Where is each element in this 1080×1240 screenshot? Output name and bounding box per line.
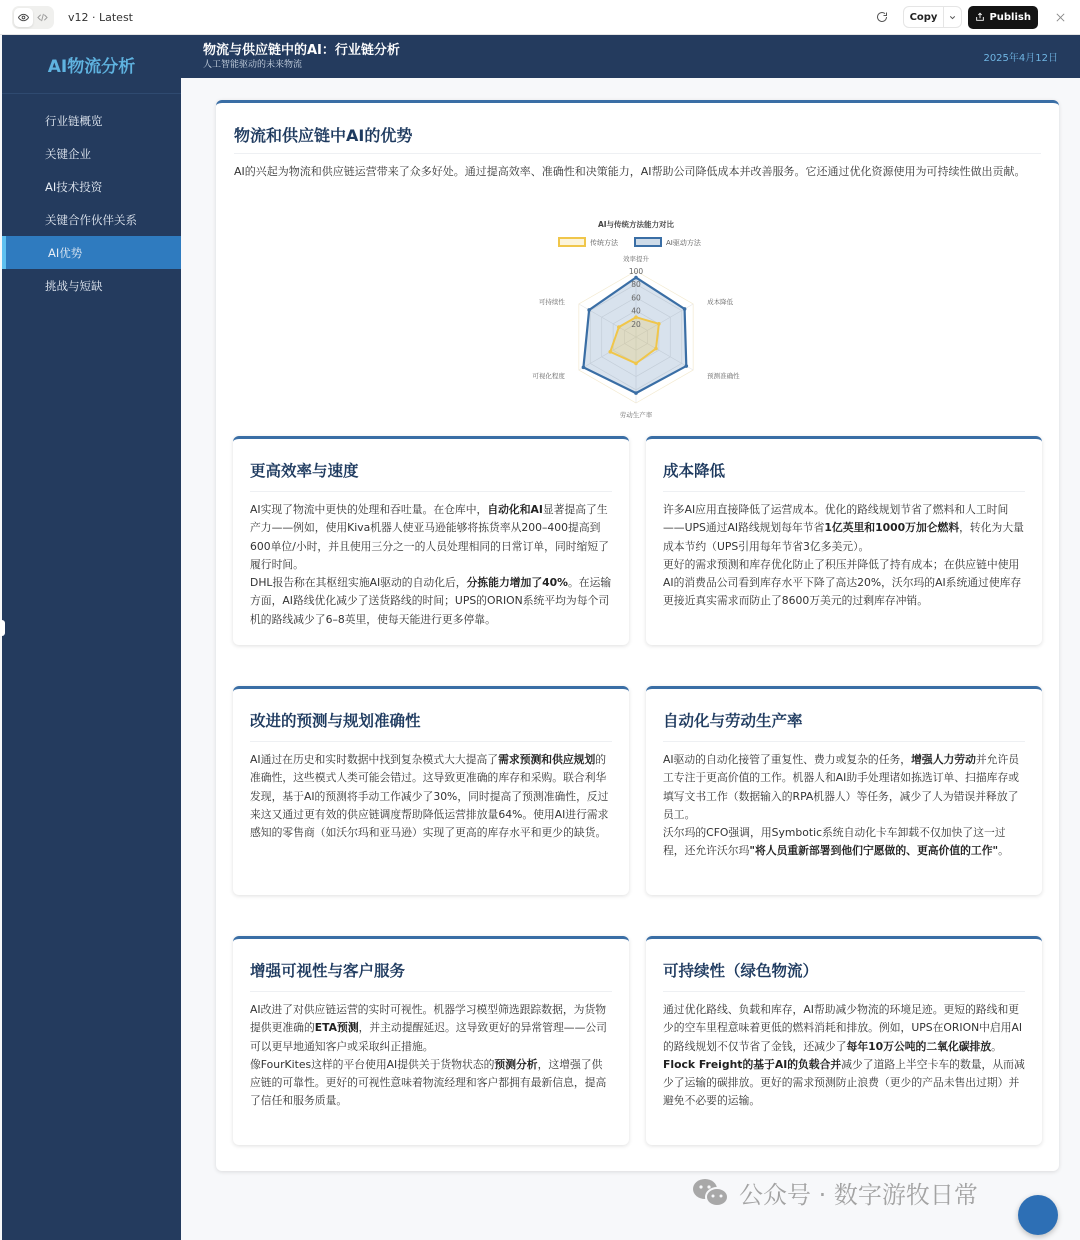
tick-label: 80 [631, 280, 641, 290]
data-point[interactable] [683, 307, 687, 311]
resize-handle[interactable] [0, 620, 5, 636]
card-body: 许多AI应用直接降低了运营成本。优化的路线规划节省了燃料和人工时间——UPS通过AI路线规划每年节省1亿英里和1000万加仑燃料，转化为大量成本节约（UPS引用每年节省3亿多美元）。 更好的需求预测和库存优化防止了积压并降低了持有成本；在供应链中使用AI的消费品公司看到库存水平下降了高达20%，沃尔玛的AI系统通过使库存更接近真实需求而防止了8600万美元的过剩库存冲销。 [663, 503, 1024, 608]
section-intro: AI的兴起为物流和供应链运营带来了众多好处。通过提高效率、准确性和决策能力，AI帮助公司降低成本并改善服务。它还通过优化资源使用为可持续性做出贡献。 [234, 165, 1026, 178]
category-label: 预测准确性 [707, 372, 740, 380]
card-title: 改进的预测与规划准确性 [250, 712, 421, 730]
data-point[interactable] [587, 308, 591, 312]
view-toggle [12, 6, 54, 29]
card-body: AI改进了对供应链运营的实时可视性。机器学习模型筛选跟踪数据，为货物提供更准确的ETA预测，并主动提醒延迟。这导致更好的异常管理——公司可以更早地通知客户或采取纠正措施。 像FourKites这样的平台使用AI提供关于货物状态的预测分析，这增强了供应链的可靠性。更好的可视性意味着物流经理和客户都拥有最新信息，提高了信任和服务质量。 [250, 1003, 607, 1108]
main-content[interactable] [181, 78, 1080, 1240]
data-point[interactable] [654, 347, 658, 351]
publish-button[interactable] [968, 6, 1038, 29]
page-title: 物流与供应链中的AI：行业链分析 [203, 42, 400, 58]
data-point[interactable] [634, 391, 638, 395]
copy-button-group [903, 6, 963, 28]
data-point[interactable] [657, 322, 661, 326]
tick-label: 100 [628, 267, 644, 276]
code-toggle-button[interactable] [33, 8, 52, 27]
data-point[interactable] [634, 276, 638, 280]
chart-title: AI与传统方法能力对比 [597, 220, 675, 229]
card-body: AI通过在历史和实时数据中找到复杂模式大大提高了需求预测和供应规划的准确性，这些模式人类可能会错过。这导致更准确的库存和采购。联合利华发现，基于AI的预测将手动工作减少了30%，同时提高了预测准确性，反过来这又通过更有效的供应链调度帮助降低运营排放量64%。使用AI进行需求感知的零售商（如沃尔玛和亚马逊）实现了更高的库存水平和更少的缺货。 [250, 753, 609, 840]
data-point[interactable] [634, 315, 638, 319]
card-body: 通过优化路线、负载和库存，AI帮助减少物流的环境足迹。更短的路线和更少的空车里程意味着更低的燃料消耗和排放。例如，UPS在ORION中启用AI的路线规划不仅节省了金钱，还减少了每年10万公吨的二氧化碳排放。 Flock Freight的基于AI的负载合并减少了道路上半空卡车的数量，从而减少了运输的碳排放。更好的需求预测防止浪费（更少的产品未售出过期）并避免不必要的运输。 [663, 1003, 1025, 1108]
tick-label: 40 [631, 306, 641, 316]
svg-text:传统方法: 传统方法 [590, 239, 618, 247]
sidebar [2, 35, 181, 1240]
divider [663, 491, 1025, 492]
legend-item[interactable] [635, 238, 702, 247]
top-toolbar [0, 0, 1080, 35]
sidebar-nav [2, 104, 181, 302]
eye-icon [18, 12, 29, 23]
card-sustainability [646, 936, 1042, 1145]
category-label: 劳动生产率 [619, 411, 653, 419]
floating-action-button[interactable] [1018, 1195, 1058, 1235]
card-title: 增强可视性与客户服务 [250, 962, 406, 980]
divider [250, 741, 612, 742]
copy-options-button[interactable] [943, 7, 961, 27]
version-label: v12 · Latest [68, 10, 133, 24]
close-icon [1055, 12, 1066, 23]
card-efficiency [233, 436, 629, 645]
sidebar-brand: AI物流分析 [2, 35, 181, 94]
sidebar-item-ai-investment[interactable]: AI技术投资 [45, 179, 103, 194]
tick-label: 60 [631, 293, 641, 303]
header-date: 2025年4月12日 [983, 53, 1058, 64]
chevron-down-icon [948, 13, 957, 22]
data-point[interactable] [634, 362, 638, 366]
card-visibility [233, 936, 629, 1145]
section-title: 物流和供应链中AI的优势 [234, 126, 413, 145]
data-point[interactable] [617, 325, 621, 329]
sidebar-item-industry-overview[interactable]: 行业链概览 [45, 113, 103, 128]
category-label: 成本降低 [707, 298, 734, 306]
category-label: 可持续性 [538, 298, 565, 306]
close-button[interactable] [1052, 9, 1068, 25]
legend-item[interactable] [559, 238, 619, 247]
page-subtitle: 人工智能驱动的未来物流 [203, 59, 303, 70]
divider [663, 741, 1025, 742]
sidebar-item-challenges[interactable]: 挑战与短缺 [45, 278, 103, 293]
share-icon [975, 12, 985, 22]
category-label: 效率提升 [623, 255, 649, 263]
divider [250, 991, 612, 992]
svg-text:AI驱动方法: AI驱动方法 [666, 239, 701, 247]
preview-toggle-button[interactable] [14, 8, 33, 27]
wechat-icon [691, 1177, 731, 1209]
copy-button[interactable]: Copy [909, 11, 938, 23]
data-point[interactable] [684, 364, 688, 368]
card-title: 更高效率与速度 [250, 462, 359, 480]
category-label: 可视化程度 [532, 372, 565, 380]
card-title: 可持续性（绿色物流） [663, 962, 819, 980]
page-header [181, 35, 1080, 78]
tick-label: 20 [631, 319, 641, 329]
divider [250, 491, 612, 492]
divider [234, 153, 1041, 154]
publish-label: Publish [989, 11, 1031, 23]
card-body: AI实现了物流中更快的处理和吞吐量。在仓库中，自动化和AI显著提高了生产力——例如，使用Kiva机器人使亚马逊能够将拣货率从200–400提高到600单位/小时，并且使用三分之一的人员处理相同的日常订单，同时缩短了履行时间。 DHL报告称在其枢纽实施AI驱动的自动化后，分拣能力增加了40%。在运输方面，AI路线优化减少了送货路线的时间；UPS的ORION系统平均为每个司机的路线减少了6–8英里，使每天能进行更多停靠。 [250, 503, 612, 626]
code-icon [37, 12, 48, 23]
sidebar-item-partnerships[interactable]: 关键合作伙伴关系 [45, 212, 137, 227]
divider [663, 991, 1025, 992]
watermark-text: 公众号 · 数字游牧日常 [739, 1181, 978, 1209]
sidebar-item-ai-advantages[interactable]: AI优势 [2, 236, 181, 269]
advantages-panel [216, 100, 1059, 1171]
card-title: 成本降低 [663, 462, 726, 480]
watermark [691, 1175, 978, 1210]
card-automation [646, 686, 1042, 895]
reload-icon [876, 11, 888, 23]
reload-button[interactable] [871, 6, 893, 28]
card-body: AI驱动的自动化接管了重复性、费力或复杂的任务，增强人力劳动并允许员工专注于更高价值的工作。机器人和AI助手处理诸如拣选订单、扫描库存或填写文书工作（数据输入的RPA机器人）等任务，减少了人为错误并释放了员工。 沃尔玛的CFO强调，用Symbotic系统自动化卡车卸载不仅加快了这一过程，还允许沃尔玛"将人员重新部署到他们宁愿做的、更高价值的工作"。 [663, 753, 1020, 858]
card-cost-reduction [646, 436, 1042, 645]
data-point[interactable] [608, 350, 612, 354]
card-forecasting [233, 686, 629, 895]
sidebar-item-key-companies[interactable]: 关键企业 [45, 146, 91, 161]
data-point[interactable] [582, 366, 586, 370]
radar-chart [521, 213, 751, 433]
card-title: 自动化与劳动生产率 [663, 712, 803, 730]
